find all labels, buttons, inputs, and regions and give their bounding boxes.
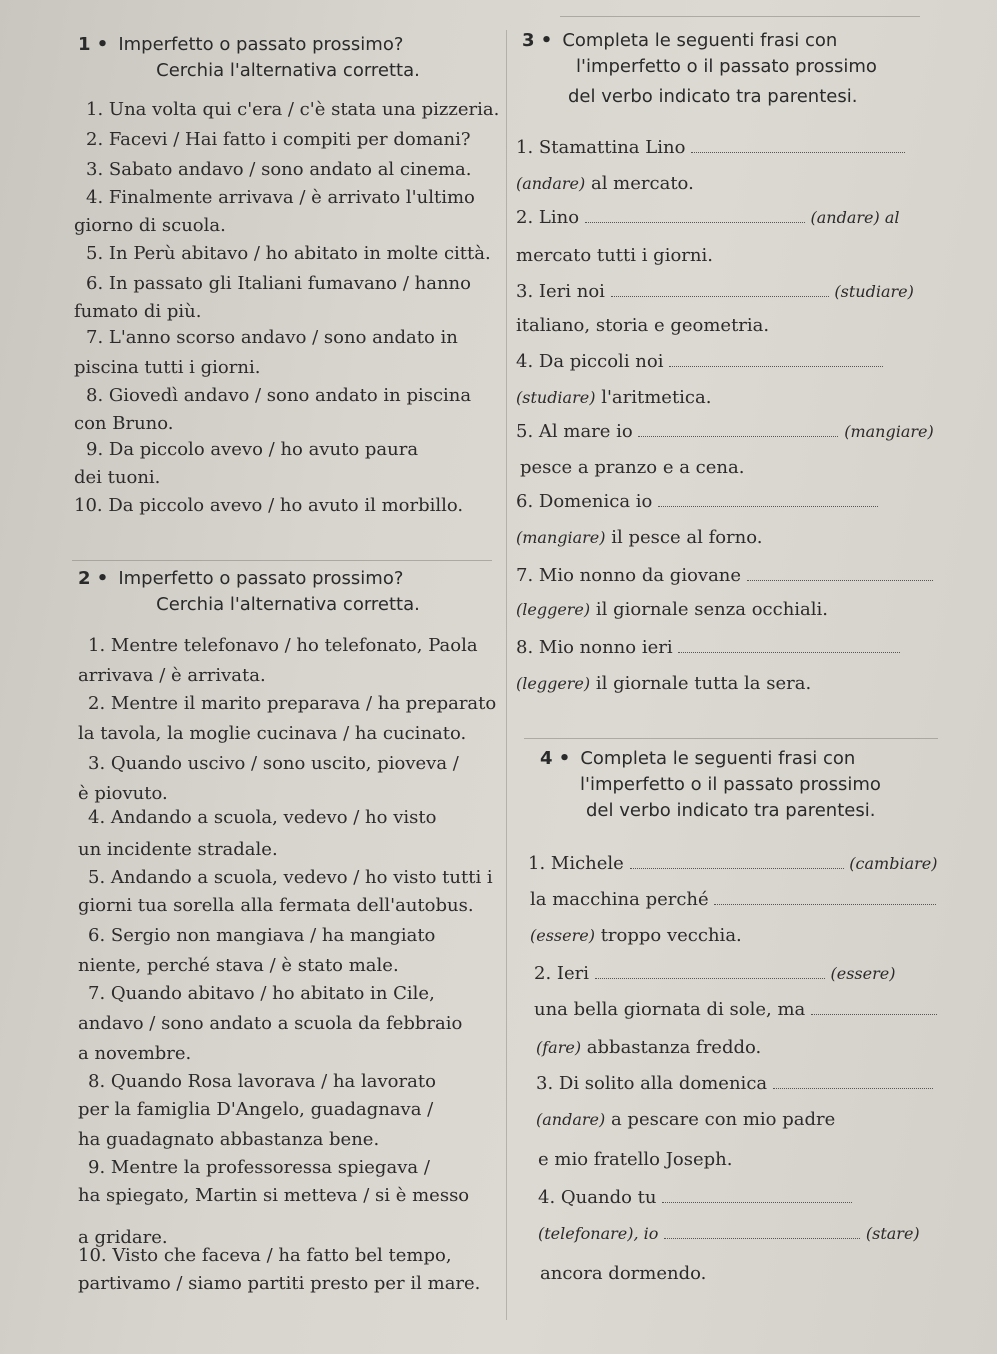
ex2-line: a gridare. bbox=[78, 1227, 168, 1248]
exercise-2-header bbox=[78, 566, 498, 618]
answer-blank[interactable] bbox=[669, 352, 883, 367]
ex3-item-3 bbox=[516, 280, 914, 304]
ex3-item-7 bbox=[516, 564, 933, 588]
ex2-line: 1. Mentre telefonavo / ho telefonato, Paola bbox=[88, 635, 478, 656]
ex2-line: partivamo / siamo partiti presto per il mare. bbox=[78, 1273, 481, 1294]
exercise-2-title: Imperfetto o passato prossimo? bbox=[118, 568, 404, 589]
ex3-item-text: al mercato. bbox=[590, 173, 694, 194]
top-edge-line bbox=[560, 16, 920, 17]
ex2-line: niente, perché stava / è stato male. bbox=[78, 955, 399, 976]
ex2-line: la tavola, la moglie cucinava / ha cucinato. bbox=[78, 723, 467, 744]
verb-hint: (leggere) bbox=[516, 674, 591, 693]
ex2-line: per la famiglia D'Angelo, guadagnava / bbox=[78, 1099, 434, 1120]
verb-hint: (cambiare) bbox=[849, 854, 938, 873]
ex4-text: a pescare con mio padre bbox=[610, 1109, 836, 1130]
ex3-item-2 bbox=[516, 206, 899, 230]
ex2-line: 3. Quando uscivo / sono uscito, pioveva / bbox=[88, 753, 459, 774]
ex3-item-4-cont bbox=[516, 386, 711, 410]
answer-blank[interactable] bbox=[691, 138, 905, 153]
ex4-text: 4. Quando tu bbox=[538, 1187, 657, 1208]
ex4-line bbox=[536, 1072, 933, 1096]
divider-ex3-ex4 bbox=[524, 738, 938, 739]
ex3-item-7-cont bbox=[516, 598, 828, 622]
ex2-line: 9. Mentre la professoressa spiegava / bbox=[88, 1157, 430, 1178]
verb-hint: (essere) bbox=[530, 926, 595, 945]
ex1-line: piscina tutti i giorni. bbox=[74, 357, 261, 378]
exercise-2-number: 2 • bbox=[78, 568, 108, 589]
divider-ex1-ex2 bbox=[72, 560, 492, 561]
ex1-line: 7. L'anno scorso andavo / sono andato in bbox=[86, 327, 458, 348]
verb-hint: (fare) bbox=[536, 1038, 582, 1057]
ex3-item-8 bbox=[516, 636, 900, 660]
ex2-line: 8. Quando Rosa lavorava / ha lavorato bbox=[88, 1071, 436, 1092]
ex4-line bbox=[528, 852, 937, 876]
ex1-line: 2. Facevi / Hai fatto i compiti per domani? bbox=[86, 129, 471, 150]
verb-hint: (andare) bbox=[516, 174, 586, 193]
answer-blank[interactable] bbox=[611, 282, 829, 297]
exercise-1-instruction: Cerchia l'alternativa corretta. bbox=[156, 60, 420, 81]
exercise-4-instruction-3: del verbo indicato tra parentesi. bbox=[586, 800, 876, 821]
verb-hint: (andare) al bbox=[810, 208, 900, 227]
verb-hint: (studiare) bbox=[516, 388, 596, 407]
ex4-text: abbastanza freddo. bbox=[586, 1037, 762, 1058]
exercise-4-number: 4 • bbox=[540, 748, 570, 769]
answer-blank[interactable] bbox=[658, 492, 878, 507]
exercise-3-instruction-3: del verbo indicato tra parentesi. bbox=[568, 86, 858, 107]
verb-hint: (andare) bbox=[536, 1110, 606, 1129]
ex2-line: 10. Visto che faceva / ha fatto bel tempo, bbox=[78, 1245, 452, 1266]
ex3-item-text: 6. Domenica io bbox=[516, 491, 653, 512]
ex3-item-text: 2. Lino bbox=[516, 207, 580, 228]
ex1-line: con Bruno. bbox=[74, 413, 174, 434]
ex4-text: troppo vecchia. bbox=[600, 925, 742, 946]
ex1-line: 10. Da piccolo avevo / ho avuto il morbillo. bbox=[74, 495, 464, 516]
ex2-line: 7. Quando abitavo / ho abitato in Cile, bbox=[88, 983, 435, 1004]
verb-hint: (leggere) bbox=[516, 600, 591, 619]
ex4-line: e mio fratello Joseph. bbox=[538, 1149, 733, 1170]
ex3-item-text: 1. Stamattina Lino bbox=[516, 137, 686, 158]
verb-hint: (mangiare) bbox=[844, 422, 934, 441]
ex3-item-text: 8. Mio nonno ieri bbox=[516, 637, 673, 658]
ex4-line bbox=[538, 1186, 852, 1210]
ex4-line bbox=[536, 1108, 835, 1132]
column-divider bbox=[506, 30, 507, 1320]
ex3-item-6-cont bbox=[516, 526, 763, 550]
ex1-line: 5. In Perù abitavo / ho abitato in molte città. bbox=[86, 243, 491, 264]
exercise-4-instruction-1: Completa le seguenti frasi con bbox=[580, 748, 856, 769]
answer-blank[interactable] bbox=[638, 422, 838, 437]
ex3-item-text: 3. Ieri noi bbox=[516, 281, 605, 302]
ex1-line: 9. Da piccolo avevo / ho avuto paura bbox=[86, 439, 419, 460]
answer-blank[interactable] bbox=[630, 854, 844, 869]
answer-blank[interactable] bbox=[595, 964, 825, 979]
ex4-line bbox=[530, 888, 936, 912]
exercise-2-instruction: Cerchia l'alternativa corretta. bbox=[156, 594, 420, 615]
answer-blank[interactable] bbox=[714, 890, 936, 905]
ex4-line bbox=[536, 1036, 761, 1060]
ex1-line: 6. In passato gli Italiani fumavano / hanno bbox=[86, 273, 471, 294]
exercise-1-header bbox=[78, 32, 498, 84]
ex3-item-1-cont bbox=[516, 172, 694, 196]
ex3-item-text: il giornale senza occhiali. bbox=[595, 599, 829, 620]
ex1-line: dei tuoni. bbox=[74, 467, 161, 488]
ex2-line: un incidente stradale. bbox=[78, 839, 278, 860]
ex1-line: giorno di scuola. bbox=[74, 215, 226, 236]
answer-blank[interactable] bbox=[773, 1074, 933, 1089]
verb-hint: (telefonare), io bbox=[538, 1224, 659, 1243]
ex1-line: 4. Finalmente arrivava / è arrivato l'ultimo bbox=[86, 187, 475, 208]
ex2-line: è piovuto. bbox=[78, 783, 168, 804]
exercise-3-instruction-1: Completa le seguenti frasi con bbox=[562, 30, 838, 51]
ex4-text: 3. Di solito alla domenica bbox=[536, 1073, 768, 1094]
ex4-line bbox=[534, 962, 895, 986]
ex3-item-text: 4. Da piccoli noi bbox=[516, 351, 664, 372]
ex3-item-text: il giornale tutta la sera. bbox=[595, 673, 812, 694]
ex3-item-text: l'aritmetica. bbox=[601, 387, 712, 408]
ex2-line: ha guadagnato abbastanza bene. bbox=[78, 1129, 380, 1150]
ex4-text: 2. Ieri bbox=[534, 963, 590, 984]
verb-hint: (essere) bbox=[830, 964, 896, 983]
ex1-line: 8. Giovedì andavo / sono andato in piscina bbox=[86, 385, 472, 406]
verb-hint: (studiare) bbox=[834, 282, 914, 301]
ex2-line: arrivava / è arrivata. bbox=[78, 665, 266, 686]
exercise-4-instruction-2: l'imperfetto o il passato prossimo bbox=[580, 774, 881, 795]
ex4-line: ancora dormendo. bbox=[540, 1263, 707, 1284]
exercise-4-header bbox=[540, 746, 950, 824]
ex2-line: ha spiegato, Martin si metteva / si è messo bbox=[78, 1185, 470, 1206]
answer-blank[interactable] bbox=[747, 566, 933, 581]
ex2-line: a novembre. bbox=[78, 1043, 192, 1064]
ex2-line: 2. Mentre il marito preparava / ha preparato bbox=[88, 693, 497, 714]
ex1-line: 1. Una volta qui c'era / c'è stata una pizzeria. bbox=[86, 99, 500, 120]
ex2-line: 6. Sergio non mangiava / ha mangiato bbox=[88, 925, 436, 946]
ex4-text: una bella giornata di sole, ma bbox=[534, 999, 806, 1020]
ex4-line bbox=[530, 924, 742, 948]
ex3-item-6 bbox=[516, 490, 878, 514]
exercise-1-title: Imperfetto o passato prossimo? bbox=[118, 34, 404, 55]
ex4-line bbox=[534, 998, 937, 1022]
ex3-item-text: 5. Al mare io bbox=[516, 421, 633, 442]
ex3-item-2-cont: mercato tutti i giorni. bbox=[516, 245, 713, 266]
exercise-1-number: 1 • bbox=[78, 34, 108, 55]
ex4-text: 1. Michele bbox=[528, 853, 624, 874]
ex1-line: fumato di più. bbox=[74, 301, 202, 322]
ex2-line: 5. Andando a scuola, vedevo / ho visto tutti i bbox=[88, 867, 493, 888]
ex3-item-1 bbox=[516, 136, 905, 160]
exercise-3-header bbox=[522, 28, 942, 110]
answer-blank[interactable] bbox=[811, 1000, 937, 1015]
ex3-item-text: 7. Mio nonno da giovane bbox=[516, 565, 742, 586]
verb-hint: (mangiare) bbox=[516, 528, 606, 547]
ex1-line: 3. Sabato andavo / sono andato al cinema. bbox=[86, 159, 472, 180]
ex3-item-5-cont: pesce a pranzo e a cena. bbox=[520, 457, 745, 478]
answer-blank[interactable] bbox=[585, 208, 805, 223]
ex3-item-4 bbox=[516, 350, 883, 374]
ex4-line bbox=[538, 1222, 920, 1246]
ex2-line: andavo / sono andato a scuola da febbraio bbox=[78, 1013, 463, 1034]
answer-blank[interactable] bbox=[662, 1188, 852, 1203]
answer-blank[interactable] bbox=[664, 1224, 860, 1239]
ex4-text: la macchina perché bbox=[530, 889, 709, 910]
ex3-item-8-cont bbox=[516, 672, 811, 696]
exercise-3-instruction-2: l'imperfetto o il passato prossimo bbox=[576, 56, 877, 77]
ex2-line: giorni tua sorella alla fermata dell'autobus. bbox=[78, 895, 474, 916]
ex3-item-text: il pesce al forno. bbox=[611, 527, 763, 548]
ex3-item-5 bbox=[516, 420, 934, 444]
exercise-3-number: 3 • bbox=[522, 30, 552, 51]
answer-blank[interactable] bbox=[678, 638, 900, 653]
ex3-item-3-cont: italiano, storia e geometria. bbox=[516, 315, 770, 336]
ex2-line: 4. Andando a scuola, vedevo / ho visto bbox=[88, 807, 437, 828]
verb-hint: (stare) bbox=[865, 1224, 920, 1243]
